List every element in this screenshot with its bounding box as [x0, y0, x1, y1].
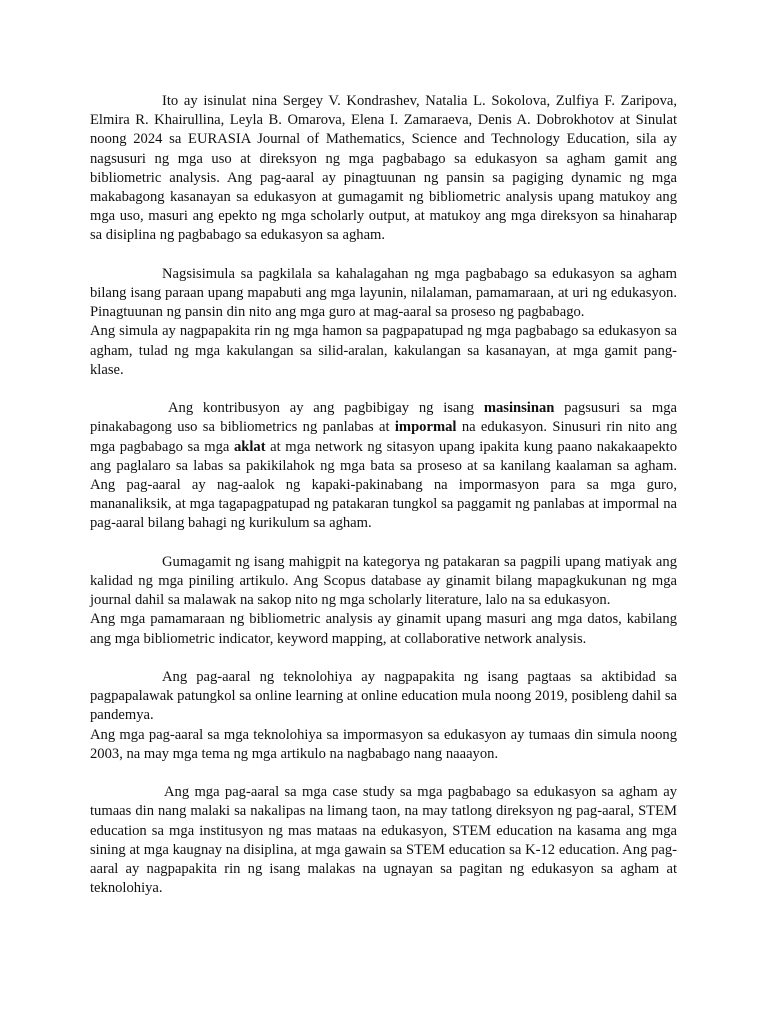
paragraph-case-studies: Ang mga pag-aaral sa mga case study sa mga pagbabago sa edukasyon sa agham ay tumaas din nang malaki sa nakalipas na limang taon, na may tatlong direksyon ng pag-aaral, STEM education sa mga institusyon ng mas mataas na edukasyon, STEM education na kasama ang mga sining at mga kaugnay na disiplina, at mga gawain sa STEM education sa K-12 education. Ang pag-aaral ay nagpapakita rin ng isang malakas na ugnayan sa pagitan ng edukasyon sa agham at teknolohiya.: [90, 784, 677, 897]
paragraph-methodology-continued: Ang mga pamamaraan ng bibliometric analysis ay ginamit upang masuri ang mga datos, kabilang ang mga bibliometric indicator, keyword mapping, at collaborative network analysis.: [90, 611, 677, 647]
paragraph-introduction-text: Nagsisimula sa pagkilala sa kahalagahan ng mga pagbabago sa edukasyon sa agham bilang isang paraan upang mapabuti ang mga layunin, nilalaman, pamamaraan, at uri ng edukasyon. Pinagtuunan ng pansin din nito ang mga guro at mag-aaral sa proseso ng pagbabago.: [90, 265, 677, 321]
paragraph-introduction: [90, 265, 677, 323]
paragraph-technology: [90, 668, 677, 726]
paragraph-methodology-text: Gumagamit ng isang mahigpit na kategorya ng patakaran sa pagpili upang matiyak ang kalidad ng mga piniling artikulo. Ang Scopus database ay ginamit bilang mapagkukunan ng mga journal dahil sa malawak na sakop nito ng mga scholarly literature, lalo na sa edukasyon.: [90, 553, 677, 609]
paragraph-technology-continued: Ang mga pag-aaral sa mga teknolohiya sa impormasyon sa edukasyon ay tumaas din simula noong 2003, na may mga tema ng mga artikulo na nagbabago nang naaayon.: [90, 726, 677, 762]
contribution-bold-2: impormal: [394, 419, 457, 436]
document-page: [90, 92, 677, 918]
contribution-text-1: Ang kontribusyon ay ang pagbibigay ng isang: [168, 400, 484, 417]
paragraph-methodology: [90, 553, 677, 611]
paragraph-authors: Ito ay isinulat nina Sergey V. Kondrashev, Natalia L. Sokolova, Zulfiya F. Zaripova, Elmira R. Khairullina, Leyla B. Omarova, Elena I. Zamaraeva, Denis A. Dobrokhotov at Sinulat noong 2024 sa EURASIA Journal of Mathematics, Science and Technology Education, sila ay nagsusuri ng mga uso at direksyon ng mga pagbabago sa edukasyon sa agham gamit ang bibliometric analysis. Ang pag-aaral ay pinagtuunan ng pansin sa pagiging dynamic ng mga makabagong kasanayan sa edukasyon at gumagamit ng bibliometric analysis upang matukoy ang mga uso, masuri ang epekto ng mga scholarly output, at matukoy ang mga direksyon sa hinaharap sa disiplina ng pagbabago sa edukasyon sa agham.: [90, 93, 677, 244]
contribution-text-4: at mga network ng sitasyon upang ipakita kung paano nakakaapekto ang paglalaro sa labas sa pakikilahok ng mga bata sa proseso at sa kanilang kaalaman sa agham. Ang pag-aaral ay nag-aalok ng kapaki-pakinabang na impormasyon para sa mga guro, mananaliksik, at mga tagapagpatupad ng patakaran tungkol sa paggamit ng panlabas at impormal na pag-aaral bilang bahagi ng kurikulum sa agham.: [90, 438, 677, 532]
contribution-bold-1: masinsinan: [483, 400, 555, 417]
contribution-text-2: pagsusuri sa mga pinakabagong uso sa bibliometrics ng panlabas at: [90, 400, 677, 436]
paragraph-contribution: [90, 399, 677, 533]
paragraph-introduction-continued: Ang simula ay nagpapakita rin ng mga hamon sa pagpapatupad ng mga pagbabago sa edukasyon sa agham, tulad ng mga kakulangan sa silid-aralan, kakulangan sa kasanayan, at mga gamit pang-klase.: [90, 323, 677, 378]
contribution-text-3: na edukasyon. Sinusuri rin nito ang mga pagbabago sa mga: [90, 419, 677, 455]
contribution-bold-3: aklat: [233, 438, 266, 455]
paragraph-technology-text: Ang pag-aaral ng teknolohiya ay nagpapakita ng isang pagtaas sa aktibidad sa pagpapalawak patungkol sa online learning at online education mula noong 2019, posibleng dahil sa pandemya.: [90, 669, 677, 724]
